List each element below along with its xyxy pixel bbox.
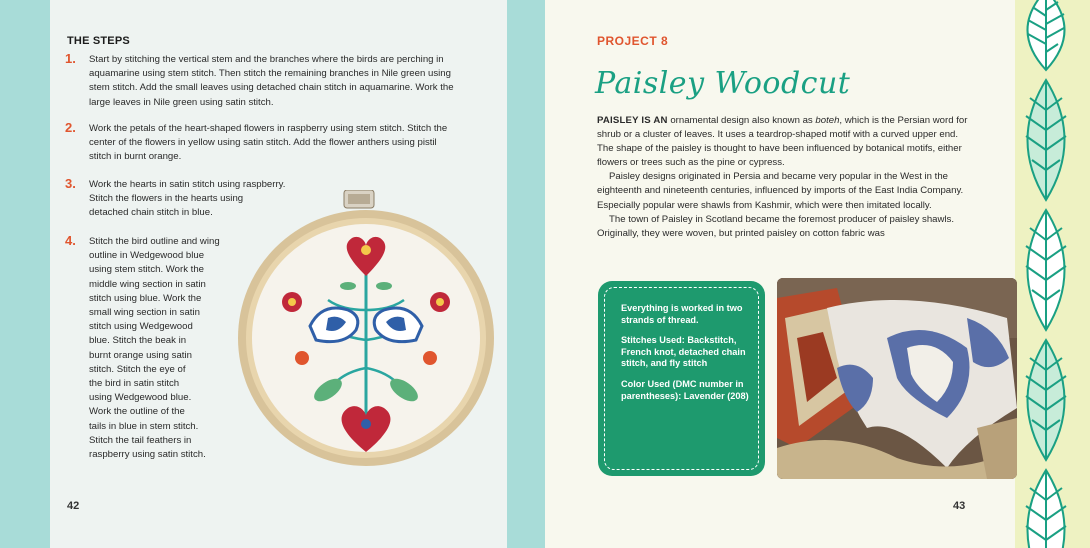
paisley-textile-photo [777,278,1017,479]
project-title: Paisley Woodcut [595,66,851,101]
step-line: aquamarine using stem stitch. Then stitch the remaining branches in Nile green using [89,68,451,80]
project-label: PROJECT 8 [597,34,669,48]
right-page [545,0,1090,548]
step-line: stitch in burnt orange. [89,151,182,163]
stitches-used: Stitches Used: Backstitch, French knot, detached chain stitch, and fly stitch [621,335,746,369]
step-line: raspberry using satin stitch. [89,449,206,461]
step-4-text [89,235,249,462]
step-line: stitch using blue. Work the [89,292,202,304]
materials-intro: Everything is worked in two strands of thread. [621,303,743,325]
step-2-text [89,122,489,165]
step-line: stem stitch. Add the small leaves using detached chain stitch in aquamarine. Work the [89,82,454,94]
step-line: small wing section in satin [89,307,200,319]
step-line: using stem stitch. Work the [89,264,204,276]
steps-title: THE STEPS [67,35,130,47]
gutter-band [507,0,545,548]
step-line: Stitch the tail feathers in [89,434,192,446]
step-line: middle wing section in satin [89,278,206,290]
page-number-left: 42 [67,500,80,512]
text-run: ornamental design also known as [667,115,816,126]
paragraph-1 [597,114,975,170]
lead-in: PAISLEY IS AN [597,115,668,126]
step-line: stitch. Stitch the eye of [89,363,186,375]
step-line: outline in Wedgewood blue [89,250,205,262]
step-line: burnt orange using satin [89,349,192,361]
step-line: Stitch the bird outline and wing [89,236,220,247]
step-line: the bird in satin stitch [89,378,180,390]
step-line: using Wedgewood blue. [89,392,192,404]
materials-box [598,281,765,476]
step-line: Work the outline of the [89,406,185,418]
left-margin-band [0,0,50,548]
embroidery-hoop-image [232,190,500,468]
materials-text [621,303,749,411]
emphasis-term: boteh [815,115,840,126]
paragraph-2: Paisley designs originated in Persia and became very popular in the West in the eighteenth and nineteenth centuries, influenced by imports of the East India Company. Especially popular were shawls from Kashmir, which were then imitated locally. [597,171,964,211]
step-line: tails in blue in stem stitch. [89,420,199,432]
step-line: Start by stitching the vertical stem and the branches where the birds are perching in [89,54,444,65]
step-line: blue. Stitch the beak in [89,335,187,347]
step-line: stitch using Wedgewood [89,321,193,333]
step-line: large leaves in Nile green using satin stitch. [89,96,274,108]
step-4-number: 4. [65,233,76,248]
step-line: Stitch the flowers in the hearts using [89,193,244,205]
text-run: , which is the Persian word for shrub or a cluster of leaves. It uses a teardrop-shaped motif with a curved upper end. The shape of the paisley is thought to have been influenced by botanical motifs, either flowers or trees such as the pine or cypress. [597,115,968,169]
step-line: Work the hearts in satin stitch using raspberry. [89,179,286,190]
step-1-text [89,53,489,110]
step-line: center of the flowers in yellow using satin stitch. Add the flower anthers using pistil [89,137,437,149]
step-line: detached chain stitch in blue. [89,207,213,219]
step-3-number: 3. [65,176,76,191]
step-line: Work the petals of the heart-shaped flowers in raspberry using stem stitch. Stitch the [89,123,448,134]
step-1-number: 1. [65,51,76,66]
paragraph-3: The town of Paisley in Scotland became the foremost producer of paisley shawls. Originally, they were woven, but printed paisley on cotton fabric was [597,213,955,239]
page-number-right: 43 [953,500,966,512]
project-intro-text [597,114,975,241]
color-used: Color Used (DMC number in parentheses): Lavender (208) [621,378,749,401]
step-2-number: 2. [65,120,76,135]
